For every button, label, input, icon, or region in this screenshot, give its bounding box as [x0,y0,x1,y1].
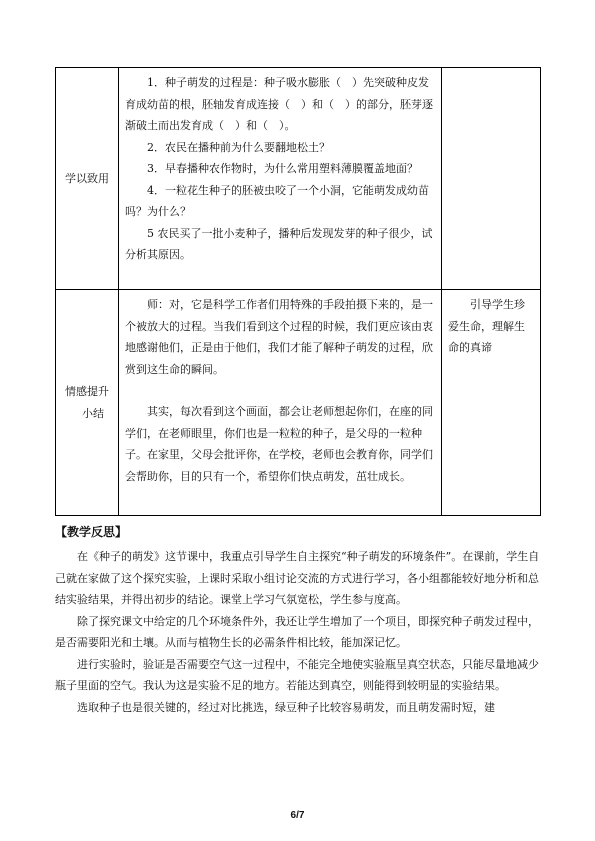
row-label-summary [56,290,119,516]
summary-paragraph-1: 师：对，它是科学工作者们用特殊的手段拍摄下来的，是一个被放大的过程。当我们看到这个过程的时候，我们更应该由衷地感谢他们，正是由于他们，我们才能了解种子萌发的过程，欣赏到这生命的瞬间。 [125,298,433,376]
row-label-line2: 小结 [82,406,104,420]
reflection-paragraph-4: 选取种子也是很关键的，经过对比挑选，绿豆种子比较容易萌发，而且萌发需时短，建 [77,700,495,714]
page-number: 6/7 [290,810,305,821]
section-title: 【教学反思】 [55,525,128,539]
teaching-note-text: 引导学生珍爱生命，理解生命的真谛 [448,298,525,354]
exercise-item-3: 3．早春播种农作物时，为什么常用塑料薄膜覆盖地面？ [147,162,418,175]
row-label-application [56,68,119,290]
lesson-table [55,67,541,516]
reflection-paragraph-2: 除了探究课文中给定的几个环境条件外，我还让学生增加了一个项目，即探究种子萌发过程中，是否需要阳光和土壤。从而与植物生长的必需条件相比较，能加深记忆。 [55,614,539,649]
exercise-item-4: 4．一粒花生种子的胚被虫咬了一个小洞，它能萌发成幼苗吗？为什么？ [125,183,429,218]
exercise-item-1: 1．种子萌发的过程是：种子吸水膨胀（ ）先突破种皮发育成幼苗的根，胚轴发育成连接（ ）和（ ）的部分，胚芽逐渐破土而出发育成（ ）和（ ）。 [125,76,433,132]
reflection-paragraph-1: 在《种子的萌发》这节课中，我重点引导学生自主探究“种子萌发的环境条件”。在课前，学生自己就在家做了这个探究实验，上课时采取小组讨论交流的方式进行学习，各小组都能较好地分析和总结实验结果，并得出初步的结论。课堂上学习气氛宽松，学生参与度高。 [55,550,540,606]
reflection-body [55,546,540,718]
reflection-paragraph-3: 进行实验时，验证是否需要空气这一过程中，不能完全地使实验瓶呈真空状态，只能尽量地减少瓶子里面的空气。我认为这是实验不足的地方。若能达到真空，则能得到较明显的实验结果。 [55,657,539,692]
empty-note-cell [442,68,541,290]
exercise-list [119,68,442,290]
exercise-item-5: 5 农民买了一批小麦种子，播种后发现发芽的种子很少，试分析其原因。 [125,226,433,261]
teaching-note [442,290,541,516]
table-row-application [56,68,541,290]
exercise-item-2: 2．农民在播种前为什么要翻地松土？ [147,140,330,154]
row-label-line1: 情感提升 [65,384,109,398]
table-row-summary [56,290,541,516]
summary-content [119,290,442,516]
row-label-text: 学以致用 [65,171,109,185]
summary-paragraph-2: 其实，每次看到这个画面，都会让老师想起你们，在座的同学们，在老师眼里，你们也是一粒粒的种子，是父母的一粒种子。在家里，父母会批评你，在学校，老师也会教育你，同学们会帮助你，目的只有一个，希望你们快点萌发，茁壮成长。 [125,405,433,483]
